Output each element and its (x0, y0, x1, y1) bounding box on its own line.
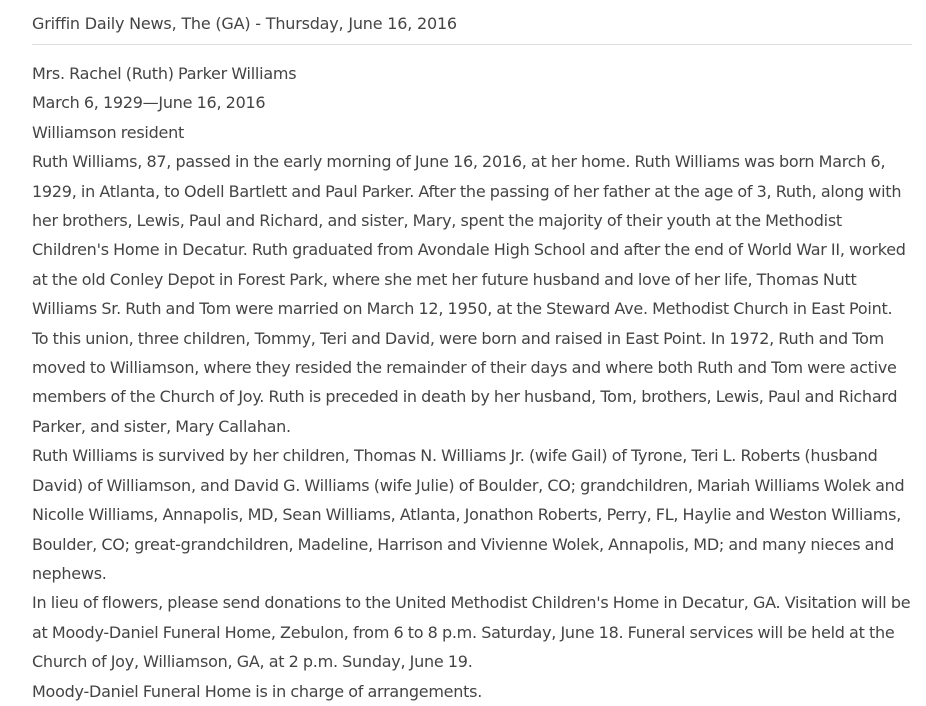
publication-source: Griffin Daily News, The (GA) - Thursday, June 16, 2016 (32, 14, 457, 33)
obituary-paragraph: Moody-Daniel Funeral Home is in charge of arrangements. (32, 681, 483, 701)
divider (32, 44, 912, 45)
obituary-paragraph: Ruth Williams is survived by her children, Thomas N. Williams Jr. (wife Gail) of Tyrone, Teri L. Roberts (husband David) of Williamson, and David G. Williams (wife Julie) of Boulder, CO; grandchildren, Mariah Williams Wolek and Nicolle Williams, Annapolis, MD, Sean Williams, Atlanta, Jonathon Roberts, Perry, FL, Haylie and Weston Williams, Boulder, CO; great-grandchildren, Madeline, Harrison and Vivienne Wolek, Annapolis, MD; and many nieces and nephews. (32, 446, 905, 583)
obituary-paragraph: Ruth Williams, 87, passed in the early morning of June 16, 2016, at her home. Ruth Williams was born March 6, 1929, in Atlanta, to Odell Bartlett and Paul Parker. After the passing of her father at the age of 3, Ruth, along with her brothers, Lewis, Paul and Richard, and sister, Mary, spent the majority of their youth at the Methodist Children's Home in Decatur. Ruth graduated from Avondale High School and after the end of World War II, worked at the old Conley Depot in Forest Park, where she met her future husband and love of her life, Thomas Nutt Williams Sr. Ruth and Tom were married on March 12, 1950, at the Steward Ave. Methodist Church in East Point. To this union, three children, Tommy, Teri and David, were born and raised in East Point. In 1972, Ruth and Tom moved to Williamson, where they resided the remainder of their days and where both Ruth and Tom were active members of the Church of Joy. Ruth is preceded in death by her husband, Tom, brothers, Lewis, Paul and Richard Parker, and sister, Mary Callahan. (32, 152, 906, 436)
obituary-name: Mrs. Rachel (Ruth) Parker Williams (32, 64, 297, 83)
obituary-paragraph: In lieu of flowers, please send donations to the United Methodist Children's Home in Decatur, GA. Visitation will be at Moody-Daniel Funeral Home, Zebulon, from 6 to 8 p.m. Saturday, June 18. Funeral services will be held at the Church of Joy, Williamson, GA, at 2 p.m. Sunday, June 19. (32, 593, 911, 672)
obituary-body (32, 59, 912, 706)
obituary-residence: Williamson resident (32, 122, 185, 142)
obituary-dates: March 6, 1929—June 16, 2016 (32, 93, 266, 113)
